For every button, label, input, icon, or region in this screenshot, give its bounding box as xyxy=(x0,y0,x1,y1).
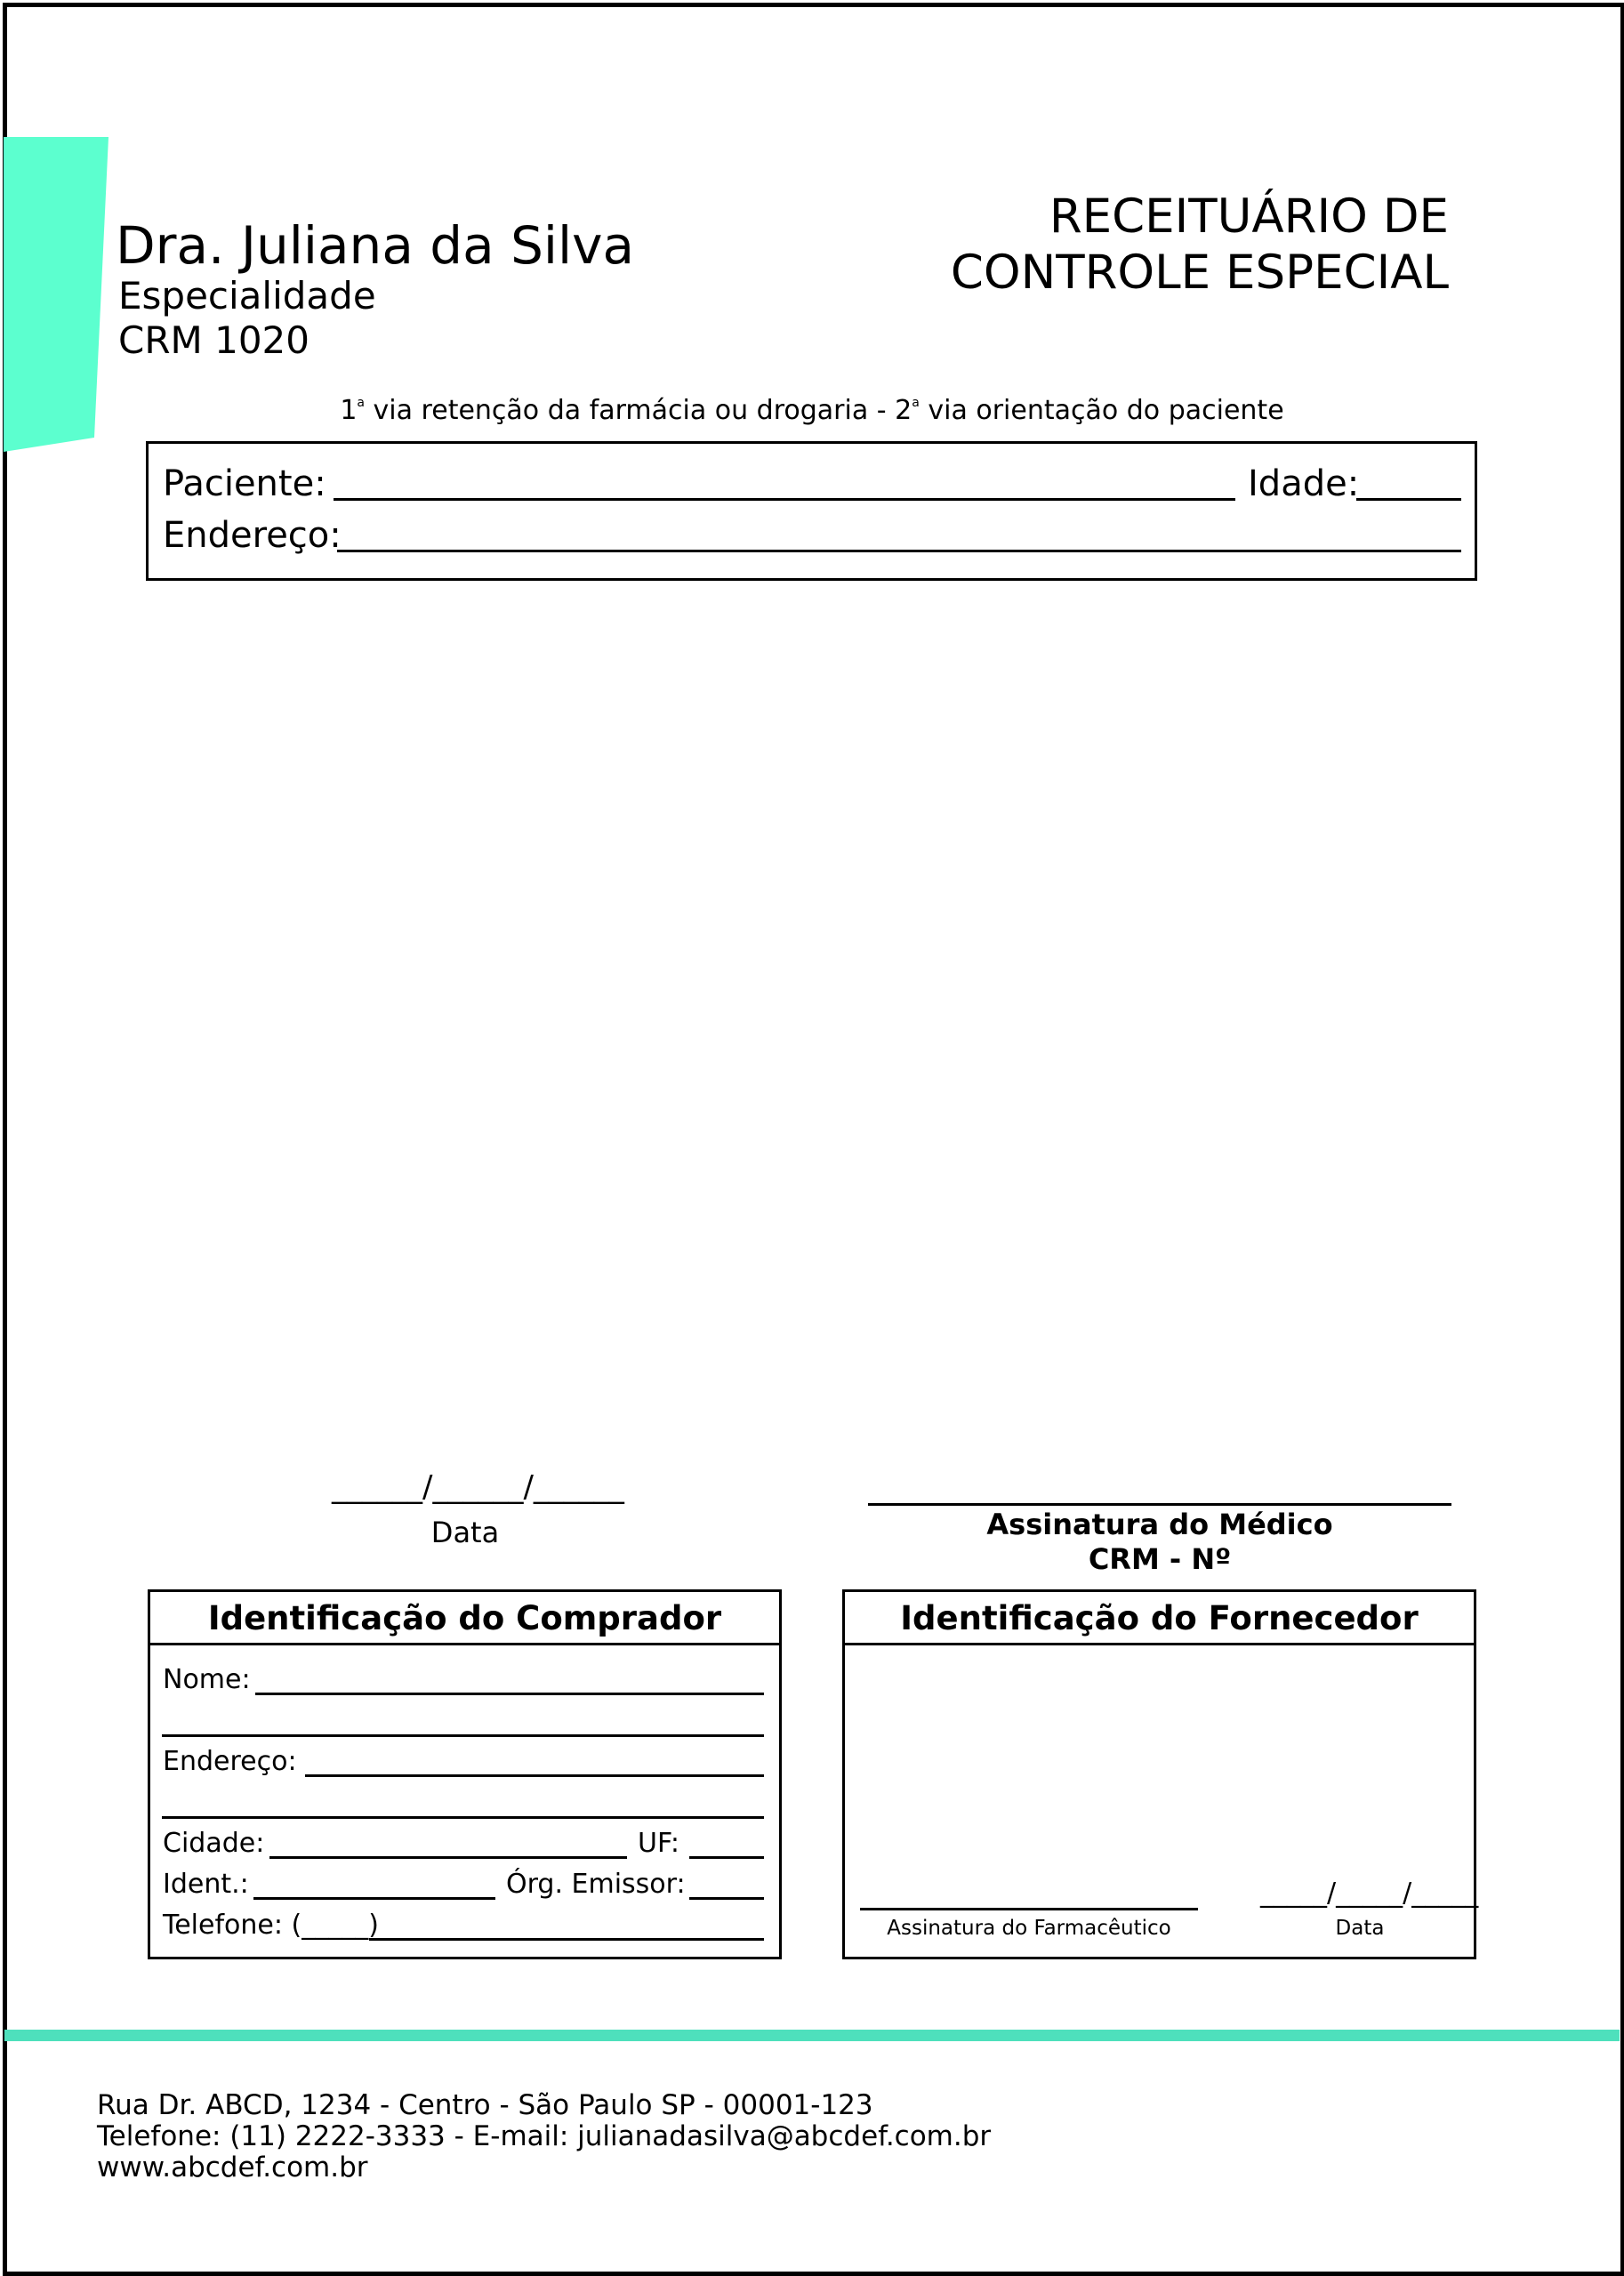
via-first-sup: a xyxy=(357,396,366,410)
doctor-crm: CRM 1020 xyxy=(118,318,310,362)
buyer-address-field-line-2[interactable] xyxy=(162,1816,764,1819)
doctor-specialty: Especialidade xyxy=(118,274,376,318)
buyer-name-field[interactable] xyxy=(255,1693,764,1695)
buyer-address-field[interactable] xyxy=(305,1774,764,1777)
via-first-num: 1 xyxy=(340,395,358,426)
buyer-phone-field[interactable] xyxy=(369,1938,764,1941)
via-first-text: via retenção da farmácia ou drogaria - 2 xyxy=(365,395,912,426)
doctor-signature-label: Assinatura do Médico xyxy=(986,1508,1333,1541)
pharmacist-signature-label: Assinatura do Farmacêutico xyxy=(887,1917,1171,1940)
buyer-uf-field[interactable] xyxy=(689,1856,764,1859)
doctor-name: Dra. Juliana da Silva xyxy=(116,215,635,276)
buyer-box-title: Identificação do Comprador xyxy=(150,1592,779,1645)
age-label: Idade: xyxy=(1248,463,1360,504)
doctor-crm-label: CRM - Nº xyxy=(1088,1542,1232,1576)
prescription-date-label: Data xyxy=(430,1516,500,1549)
patient-label: Paciente: xyxy=(163,463,326,504)
footer-address: Rua Dr. ABCD, 1234 - Centro - São Paulo SP - 00001-123 xyxy=(97,2089,873,2121)
prescription-date-field[interactable]: ______/______/______ xyxy=(332,1469,624,1505)
footer-accent-bar xyxy=(4,2030,1620,2041)
buyer-name-field-line-2[interactable] xyxy=(162,1734,764,1737)
buyer-ident-field[interactable] xyxy=(253,1897,495,1900)
copy-instructions xyxy=(0,395,1624,426)
buyer-city-field[interactable] xyxy=(269,1856,627,1859)
supplier-box-title: Identificação do Fornecedor xyxy=(845,1592,1474,1645)
buyer-address-label: Endereço: xyxy=(163,1746,297,1777)
document-title-line-2: CONTROLE ESPECIAL xyxy=(950,245,1449,300)
buyer-name-label: Nome: xyxy=(163,1664,251,1695)
supplier-date-field[interactable]: _____/_____/_____ xyxy=(1260,1878,1479,1909)
pharmacist-signature-line[interactable] xyxy=(860,1908,1198,1910)
patient-box xyxy=(146,441,1477,581)
buyer-city-label: Cidade: xyxy=(163,1828,265,1859)
address-label: Endereço: xyxy=(163,515,342,556)
buyer-phone-label: Telefone: (_____) xyxy=(163,1910,379,1941)
buyer-identification-box xyxy=(148,1589,782,1959)
doctor-signature-line[interactable] xyxy=(868,1503,1451,1506)
document-title xyxy=(773,189,1449,301)
prescription-area[interactable] xyxy=(146,605,1477,1459)
address-field[interactable] xyxy=(337,550,1461,552)
buyer-ident-label: Ident.: xyxy=(163,1869,249,1900)
buyer-issuer-field[interactable] xyxy=(689,1897,764,1900)
document-title-line-1: RECEITUÁRIO DE xyxy=(1049,189,1449,244)
footer-contact: Telefone: (11) 2222-3333 - E-mail: julianadasilva@abcdef.com.br xyxy=(97,2120,992,2152)
buyer-issuer-label: Órg. Emissor: xyxy=(506,1869,686,1900)
age-field[interactable] xyxy=(1356,498,1461,501)
footer-website[interactable]: www.abcdef.com.br xyxy=(97,2151,368,2184)
supplier-date-label: Data xyxy=(1335,1917,1385,1940)
supplier-identification-box xyxy=(842,1589,1479,1959)
via-second-sup: a xyxy=(912,396,920,410)
buyer-uf-label: UF: xyxy=(638,1828,679,1859)
footer-contact-block xyxy=(97,2090,991,2184)
patient-name-field[interactable] xyxy=(334,498,1235,501)
via-second-text: via orientação do paciente xyxy=(919,395,1284,426)
